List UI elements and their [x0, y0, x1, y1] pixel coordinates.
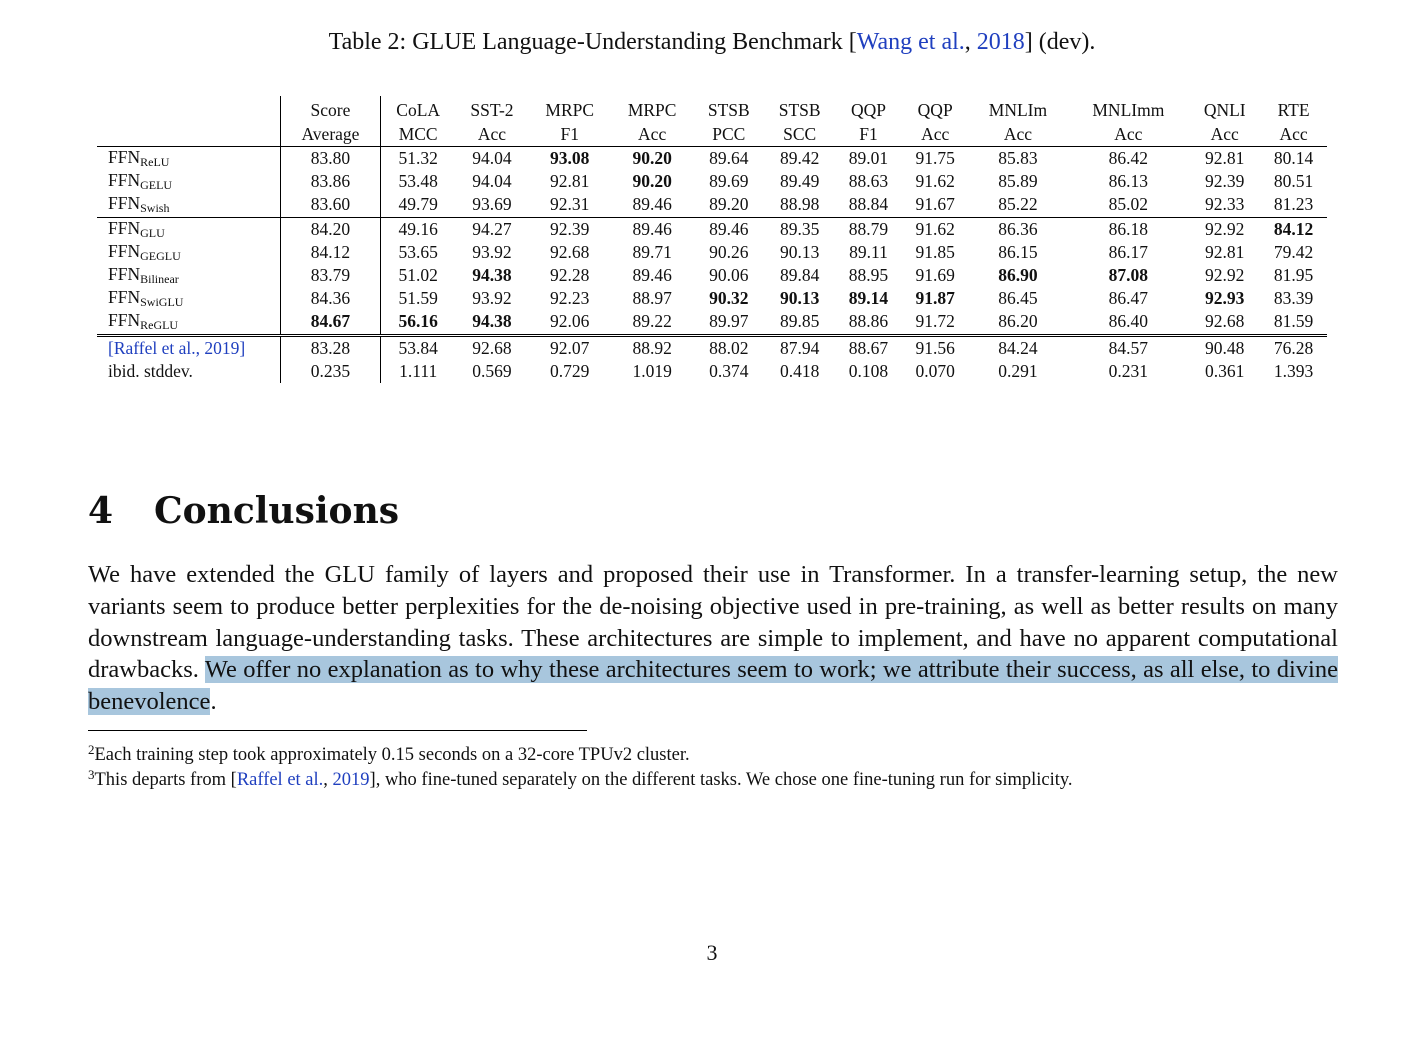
table-cell: 88.79: [835, 217, 902, 241]
table-cell: 89.14: [848, 288, 889, 309]
table-cell: 89.46: [632, 265, 672, 286]
table-cell: 91.67: [915, 194, 955, 215]
table-cell: 88.02: [693, 335, 764, 360]
column-header: Acc: [1279, 123, 1308, 144]
table-cell: 94.38: [472, 265, 512, 286]
column-header: Acc: [1210, 123, 1239, 144]
row-label-base: FFN: [108, 240, 141, 261]
table-cell: 89.84: [779, 265, 820, 286]
table-cell: 51.32: [380, 147, 455, 171]
table-cell: 91.62: [902, 217, 969, 241]
table-cell: 79.42: [1273, 241, 1314, 262]
column-header: MRPC: [627, 99, 677, 120]
table-cell: 86.47: [1108, 288, 1149, 309]
table-cell: 92.07: [529, 335, 611, 360]
table-cell: 92.68: [550, 241, 590, 262]
table-cell: 88.95: [848, 265, 889, 286]
table-cell: 89.85: [779, 311, 820, 332]
row-label-subscript: Swish: [140, 201, 170, 216]
conclusion-text: We have extended the GLU family of layers and proposed their use in Transformer. In a transfer-learning setup, the new variants seem to produce better perplexities for the de-noising objective used in pre-training, as well as better results on many downstream language-understanding tasks. These architectures are simple to implement, and have no apparent computational drawbacks.: [88, 561, 1338, 684]
table-cell: 84.20: [281, 217, 381, 241]
page-number: 3: [706, 940, 718, 965]
table-cell: 88.97: [632, 288, 672, 309]
row-label: [97, 264, 281, 287]
table-cell: 85.83: [969, 147, 1068, 171]
table-cell: 92.92: [1189, 217, 1260, 241]
table-cell: 53.48: [380, 170, 455, 193]
table-cell: 91.75: [902, 147, 969, 171]
table-cell: 0.361: [1205, 360, 1245, 381]
table-cell: 90.13: [779, 241, 820, 262]
table-cell: 92.23: [550, 288, 590, 309]
table-cell: 86.20: [998, 311, 1038, 332]
table-row: [97, 310, 1327, 335]
table-cell: 92.93: [1205, 288, 1245, 309]
table-cell: 91.56: [902, 335, 969, 360]
table-cell: 93.08: [529, 147, 611, 171]
table-cell: 1.111: [380, 360, 455, 383]
row-label-subscript: Bilinear: [140, 272, 179, 287]
table-row: [97, 287, 1327, 310]
row-label: [97, 287, 281, 310]
row-label: [97, 147, 281, 171]
table-row: [97, 147, 1327, 171]
table-cell: 83.39: [1273, 288, 1314, 309]
table-cell: 92.81: [1189, 147, 1260, 171]
table-cell: 80.14: [1260, 147, 1327, 171]
row-label-subscript: GEGLU: [140, 248, 181, 263]
table-cell: 88.84: [848, 194, 889, 215]
table-cell: 0.070: [915, 360, 955, 381]
table-cell: 89.69: [709, 171, 749, 192]
table-cell: 83.28: [281, 335, 381, 360]
table-cell: 88.63: [848, 171, 889, 192]
table-cell: 0.569: [472, 360, 512, 381]
table-cell: 84.67: [281, 310, 381, 335]
column-header: QNLI: [1203, 99, 1246, 120]
table-cell: 94.04: [472, 171, 512, 192]
table-cell: 90.20: [611, 147, 693, 171]
table-cell: 91.87: [915, 288, 955, 309]
column-header: Acc: [921, 123, 950, 144]
row-label-base: FFN: [108, 193, 141, 214]
footnote-2-text: Each training step took approximately 0.15 seconds on a 32-core TPUv2 cluster.: [94, 745, 690, 765]
footnote-2-mark: 2: [88, 742, 95, 757]
row-label-subscript: SwiGLU: [140, 295, 184, 310]
column-header: Acc: [477, 123, 507, 144]
caption-cite-sep: ,: [964, 29, 977, 55]
table-cell: 89.64: [693, 147, 764, 171]
table-cell: 89.46: [693, 217, 764, 241]
table-cell: 86.18: [1067, 217, 1189, 241]
column-header: SST-2: [470, 99, 514, 120]
column-header: Score: [281, 96, 381, 122]
table-cell: 90.13: [779, 288, 820, 309]
table-cell: 92.31: [550, 194, 590, 215]
table-cell: 92.06: [550, 311, 590, 332]
table-cell: 93.92: [472, 288, 512, 309]
table-cell: 92.39: [529, 217, 611, 241]
table-row: [97, 217, 1327, 241]
ref-cite-sep: ,: [195, 337, 205, 358]
table-cell: 91.72: [915, 311, 955, 332]
table-cell: 90.32: [709, 288, 749, 309]
reference-row-label: ibid. stddev.: [108, 360, 193, 381]
table-cell: 83.80: [281, 147, 381, 171]
table-caption: [0, 29, 1414, 56]
row-label: [97, 170, 281, 193]
table-cell: 87.94: [764, 335, 835, 360]
table-cell: 94.04: [455, 147, 528, 171]
table-cell: 83.60: [281, 193, 381, 217]
footnote-3-mark: 3: [88, 767, 95, 782]
reference-row: [97, 335, 1327, 360]
conclusion-end: .: [210, 688, 217, 716]
table-cell: 53.65: [380, 241, 455, 264]
table-cell: 84.12: [281, 241, 381, 264]
row-label-subscript: GLU: [140, 225, 165, 240]
table-cell: 81.23: [1273, 194, 1314, 215]
table-cell: 88.67: [835, 335, 902, 360]
table-cell: 0.374: [709, 360, 749, 381]
table-cell: 84.57: [1067, 335, 1189, 360]
table-cell: 86.40: [1108, 311, 1149, 332]
column-header: F1: [560, 123, 579, 144]
row-label-base: FFN: [108, 310, 141, 331]
table-cell: 86.17: [1108, 241, 1149, 262]
column-header: STSB: [778, 99, 821, 120]
table-row: [97, 193, 1327, 217]
table-cell: 88.92: [611, 335, 693, 360]
table-cell: 84.24: [969, 335, 1068, 360]
table-cell: 0.231: [1108, 360, 1149, 381]
column-header: Acc: [638, 123, 667, 144]
table-cell: 85.89: [998, 171, 1038, 192]
table-cell: 86.90: [998, 265, 1038, 286]
row-label-subscript: GELU: [140, 178, 173, 193]
glue-results-table: [97, 96, 1327, 383]
column-header: Average: [281, 122, 381, 147]
table-cell: 0.108: [848, 360, 889, 381]
caption-cite-year-link[interactable]: 2018: [976, 29, 1025, 55]
table-cell: 81.95: [1273, 265, 1314, 286]
table-cell: 89.49: [779, 171, 820, 192]
footnote-3-text-after: ], who fine-tuned separately on the different tasks. We chose one fine-tuning run for simplicity.: [369, 770, 1073, 790]
table-cell: 49.79: [380, 193, 455, 217]
column-header: SCC: [783, 123, 817, 144]
footnote-3: [88, 762, 1336, 793]
table-cell: 0.235: [281, 360, 381, 383]
table-cell: 86.13: [1108, 171, 1149, 192]
table-cell: 0.418: [779, 360, 820, 381]
ref-cite-author-link[interactable]: Raffel et al.: [113, 337, 196, 358]
column-header: RTE: [1277, 99, 1310, 120]
table-cell: 92.68: [1205, 311, 1245, 332]
footnote-3-cite-year-link[interactable]: 2019: [332, 770, 370, 790]
table-cell: 86.42: [1067, 147, 1189, 171]
table-cell: 81.59: [1273, 311, 1314, 332]
table-cell: 92.68: [455, 335, 528, 360]
column-header: MCC: [380, 122, 455, 147]
table-cell: 92.39: [1205, 171, 1245, 192]
table-cell: 1.019: [632, 360, 672, 381]
table-cell: 89.01: [835, 147, 902, 171]
table-cell: 92.81: [1205, 241, 1245, 262]
column-header: Acc: [1003, 123, 1033, 144]
table-cell: 89.35: [764, 217, 835, 241]
table-cell: 89.22: [632, 311, 672, 332]
table-cell: 0.729: [550, 360, 590, 381]
conclusion-paragraph: [88, 559, 1338, 718]
row-label-subscript: ReLU: [140, 155, 170, 170]
table-cell: 76.28: [1260, 335, 1327, 360]
column-header: MRPC: [545, 99, 595, 120]
row-label-base: FFN: [108, 147, 141, 168]
table-row: [97, 241, 1327, 264]
table-cell: 93.69: [472, 194, 512, 215]
table-cell: 89.46: [632, 194, 672, 215]
column-header: MNLIm: [988, 99, 1048, 120]
table-cell: 56.16: [380, 310, 455, 335]
table-cell: 51.59: [380, 287, 455, 310]
column-header: CoLA: [380, 96, 455, 122]
table-cell: 92.28: [550, 265, 590, 286]
column-header: F1: [859, 123, 878, 144]
ref-cite-year-link[interactable]: 2019: [204, 337, 240, 358]
section-heading: [88, 490, 399, 532]
table-cell: 94.27: [455, 217, 528, 241]
row-label: [97, 193, 281, 217]
reference-row-label: [97, 335, 281, 360]
column-header: QQP: [850, 99, 886, 120]
table-cell: 51.02: [380, 264, 455, 287]
row-label-base: FFN: [108, 264, 141, 285]
ref-bracket-open: [: [108, 337, 114, 358]
table-cell: 94.38: [472, 311, 512, 332]
row-label-base: FFN: [108, 287, 141, 308]
footnote-3-cite-sep: ,: [323, 770, 333, 790]
row-label: [97, 241, 281, 264]
reference-row: [97, 360, 1327, 383]
highlighted-selection[interactable]: We offer no explanation as to why these architectures seem to work; we attribute their success, as all else, to divine benevolence: [88, 656, 1338, 716]
table-cell: 90.06: [709, 265, 749, 286]
header-row: [97, 96, 1327, 122]
table-cell: 89.46: [611, 217, 693, 241]
table-cell: 85.02: [1108, 194, 1149, 215]
row-label-base: FFN: [108, 217, 141, 238]
column-header: MNLImm: [1092, 99, 1165, 120]
table-cell: 91.69: [915, 265, 955, 286]
column-header: STSB: [707, 99, 750, 120]
caption-text: Table 2: GLUE Language-Understanding Benchmark [: [328, 29, 857, 55]
header-corner: [97, 122, 281, 147]
column-header: Acc: [1114, 123, 1143, 144]
table-cell: 86.45: [998, 288, 1038, 309]
table-cell: 89.11: [849, 241, 888, 262]
row-label: [97, 217, 281, 241]
table-cell: 93.92: [472, 241, 512, 262]
table-cell: 92.33: [1205, 194, 1245, 215]
section-title: Conclusions: [154, 490, 400, 532]
table-cell: 83.79: [281, 264, 381, 287]
caption-cite-author-link[interactable]: Wang et al.: [856, 29, 965, 55]
table-cell: 89.71: [632, 241, 672, 262]
table-cell: 0.291: [998, 360, 1038, 381]
table-cell: 91.85: [915, 241, 955, 262]
table-cell: 49.16: [380, 217, 455, 241]
table-cell: 92.92: [1205, 265, 1245, 286]
row-label-base: FFN: [108, 170, 141, 191]
table-cell: 86.36: [969, 217, 1068, 241]
header-corner: [97, 96, 281, 122]
table-cell: 88.98: [779, 194, 820, 215]
table-cell: 88.86: [848, 311, 889, 332]
footnote-3-text: This departs from [: [94, 770, 237, 790]
caption-suffix: ] (dev).: [1024, 29, 1096, 55]
row-label: [97, 310, 281, 335]
table-row: [97, 264, 1327, 287]
row-label-subscript: ReGLU: [140, 318, 179, 333]
table-cell: 85.22: [998, 194, 1038, 215]
table-cell: 86.15: [998, 241, 1038, 262]
section-number: 4: [88, 490, 114, 532]
table-cell: 89.42: [764, 147, 835, 171]
table-cell: 80.51: [1273, 171, 1314, 192]
table-cell: 90.20: [632, 171, 672, 192]
table-cell: 87.08: [1108, 265, 1149, 286]
table-cell: 92.81: [550, 171, 590, 192]
column-header: QQP: [917, 99, 953, 120]
table-cell: 53.84: [380, 335, 455, 360]
table-cell: 90.48: [1189, 335, 1260, 360]
header-row: [97, 122, 1327, 147]
column-header: PCC: [712, 123, 746, 144]
table-row: [97, 170, 1327, 193]
table-cell: 84.12: [1260, 217, 1327, 241]
table-cell: 89.20: [709, 194, 749, 215]
footnote-rule: [88, 730, 587, 731]
ref-bracket-close: ]: [239, 337, 246, 358]
table-cell: 90.26: [709, 241, 749, 262]
table-cell: 83.86: [281, 170, 381, 193]
table-cell: 84.36: [281, 287, 381, 310]
table-cell: 89.97: [709, 311, 749, 332]
table-cell: 1.393: [1273, 360, 1314, 381]
table-cell: 91.62: [915, 171, 955, 192]
footnote-3-cite-author-link[interactable]: Raffel et al.: [236, 770, 324, 790]
